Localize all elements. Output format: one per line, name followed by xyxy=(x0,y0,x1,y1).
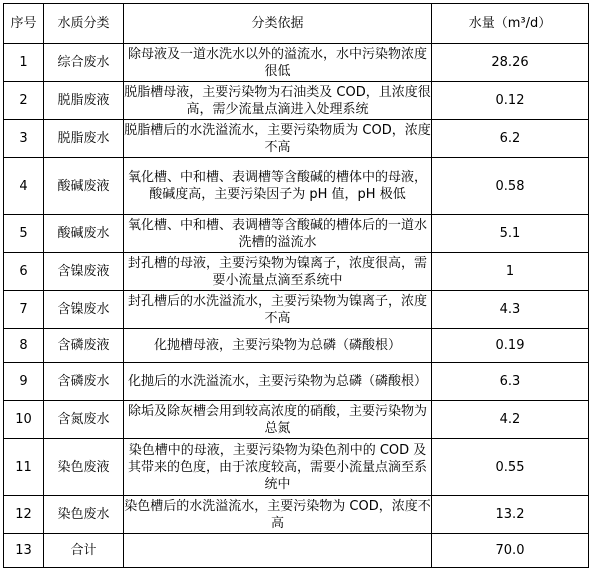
row-category: 染色废液 xyxy=(44,439,124,496)
row-basis: 氧化槽、中和槽、表调槽等含酸碱的槽体中的母液，酸碱度高，主要污染因子为 pH 值，pH 极低 xyxy=(124,158,432,215)
table-row xyxy=(4,82,589,120)
header-index: 序号 xyxy=(4,4,44,44)
table-row xyxy=(4,120,589,158)
row-volume: 4.3 xyxy=(432,291,589,329)
row-index: 1 xyxy=(4,44,44,82)
row-category: 含氮废水 xyxy=(44,401,124,439)
row-index: 3 xyxy=(4,120,44,158)
row-volume: 0.12 xyxy=(432,82,589,120)
row-category: 脱脂废液 xyxy=(44,82,124,120)
row-category: 酸碱废液 xyxy=(44,158,124,215)
water-quality-table xyxy=(3,3,589,568)
row-basis: 氧化槽、中和槽、表调槽等含酸碱的槽体后的一道水洗槽的溢流水 xyxy=(124,215,432,253)
row-basis: 除垢及除灰槽会用到较高浓度的硝酸，主要污染物为总氮 xyxy=(124,401,432,439)
row-volume: 28.26 xyxy=(432,44,589,82)
table-row xyxy=(4,158,589,215)
row-volume: 4.2 xyxy=(432,401,589,439)
header-basis: 分类依据 xyxy=(124,4,432,44)
table-row xyxy=(4,253,589,291)
table-row xyxy=(4,363,589,401)
row-index: 11 xyxy=(4,439,44,496)
row-basis: 染色槽后的水洗溢流水，主要污染物为 COD，浓度不高 xyxy=(124,496,432,534)
row-category: 含镍废水 xyxy=(44,291,124,329)
row-category: 合计 xyxy=(44,534,124,568)
row-category: 含磷废液 xyxy=(44,329,124,363)
row-basis: 化抛槽母液，主要污染物为总磷（磷酸根） xyxy=(124,329,432,363)
row-volume: 70.0 xyxy=(432,534,589,568)
row-volume: 5.1 xyxy=(432,215,589,253)
row-index: 2 xyxy=(4,82,44,120)
row-basis: 封孔槽后的水洗溢流水，主要污染物为镍离子，浓度不高 xyxy=(124,291,432,329)
row-category: 酸碱废水 xyxy=(44,215,124,253)
row-volume: 0.55 xyxy=(432,439,589,496)
row-index: 5 xyxy=(4,215,44,253)
table-row xyxy=(4,401,589,439)
table-row xyxy=(4,44,589,82)
row-volume: 6.2 xyxy=(432,120,589,158)
row-index: 6 xyxy=(4,253,44,291)
row-category: 含镍废液 xyxy=(44,253,124,291)
table-header-row xyxy=(4,4,589,44)
table-row xyxy=(4,439,589,496)
row-basis: 染色槽中的母液，主要污染物为染色剂中的 COD 及其带来的色度，由于浓度较高，需要小流量点滴至系统中 xyxy=(124,439,432,496)
header-volume: 水量（m³/d） xyxy=(432,4,589,44)
row-volume: 0.58 xyxy=(432,158,589,215)
row-basis: 化抛后的水洗溢流水，主要污染物为总磷（磷酸根） xyxy=(124,363,432,401)
row-index: 10 xyxy=(4,401,44,439)
row-volume: 0.19 xyxy=(432,329,589,363)
row-volume: 6.3 xyxy=(432,363,589,401)
row-basis: 除母液及一道水洗水以外的溢流水，水中污染物浓度很低 xyxy=(124,44,432,82)
row-volume: 1 xyxy=(432,253,589,291)
row-index: 8 xyxy=(4,329,44,363)
row-basis: 封孔槽的母液，主要污染物为镍离子，浓度很高，需要小流量点滴至系统中 xyxy=(124,253,432,291)
row-category: 染色废水 xyxy=(44,496,124,534)
row-category: 综合废水 xyxy=(44,44,124,82)
table-row-total xyxy=(4,534,589,568)
row-index: 12 xyxy=(4,496,44,534)
row-index: 13 xyxy=(4,534,44,568)
row-basis: 脱脂槽后的水洗溢流水，主要污染物质为 COD，浓度不高 xyxy=(124,120,432,158)
table-row xyxy=(4,291,589,329)
row-category: 脱脂废水 xyxy=(44,120,124,158)
row-basis: 脱脂槽母液，主要污染物为石油类及 COD，且浓度很高，需少流量点滴进入处理系统 xyxy=(124,82,432,120)
row-index: 7 xyxy=(4,291,44,329)
row-index: 9 xyxy=(4,363,44,401)
row-basis xyxy=(124,534,432,568)
table-row xyxy=(4,215,589,253)
row-category: 含磷废水 xyxy=(44,363,124,401)
row-volume: 13.2 xyxy=(432,496,589,534)
row-index: 4 xyxy=(4,158,44,215)
header-category: 水质分类 xyxy=(44,4,124,44)
table-row xyxy=(4,329,589,363)
table-row xyxy=(4,496,589,534)
